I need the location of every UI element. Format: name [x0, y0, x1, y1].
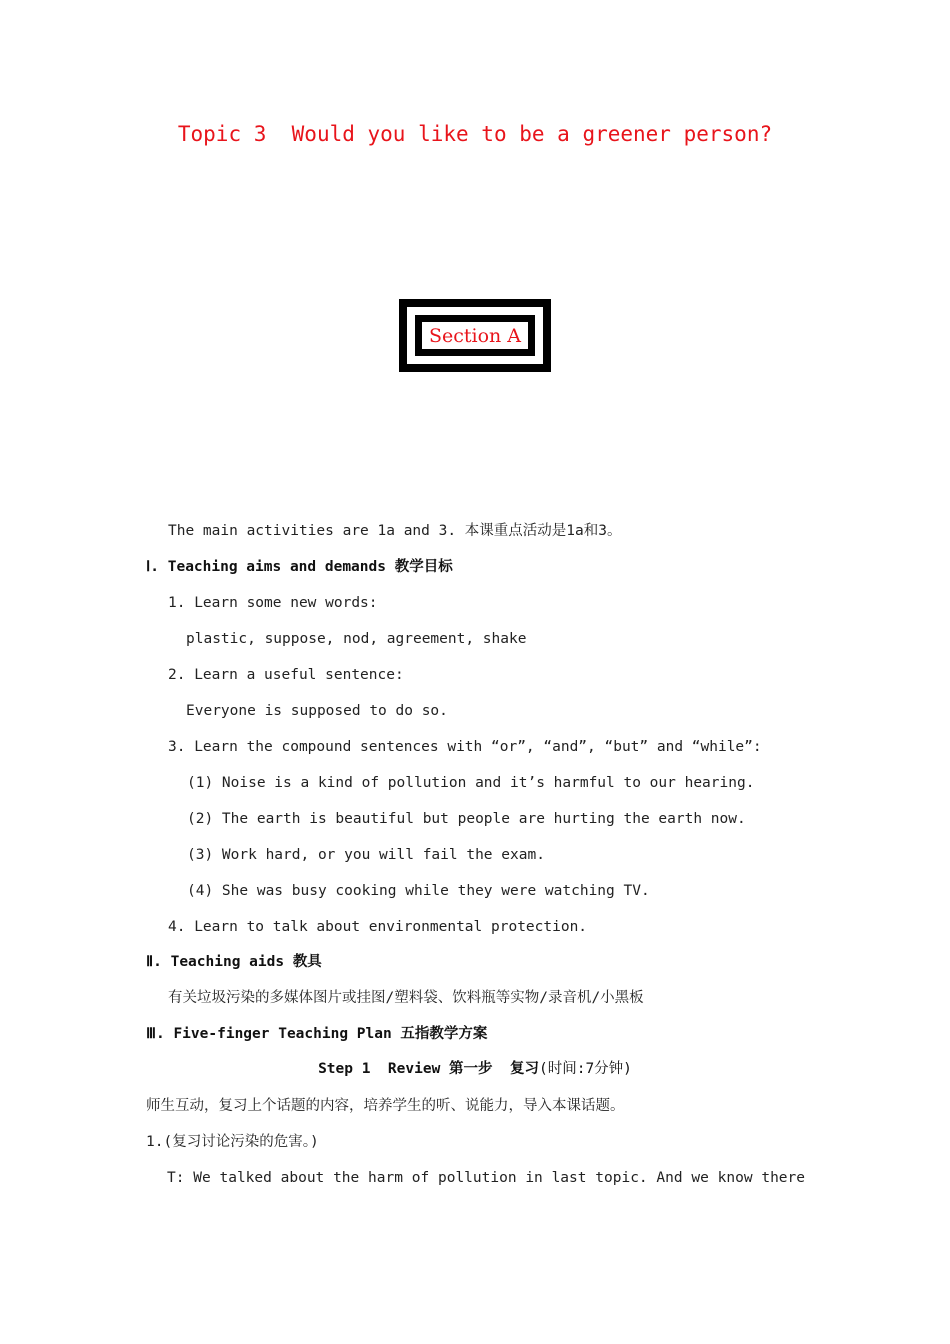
aids-heading: Ⅱ. Teaching aids 教具	[146, 954, 322, 970]
aim-item-1-words: plastic, suppose, nod, agreement, shake	[186, 631, 527, 647]
review-sub-item-1: 1.(复习讨论污染的危害。)	[146, 1134, 319, 1150]
aim-item-4: 4. Learn to talk about environmental protection.	[168, 919, 588, 935]
document-title: Topic 3 Would you like to be a greener person?	[177, 122, 773, 146]
aims-heading: Ⅰ. Teaching aims and demands 教学目标	[146, 559, 453, 575]
section-inner-frame	[415, 315, 535, 356]
aim-item-3: 3. Learn the compound sentences with “or”, “and”, “but” and “while”:	[168, 739, 762, 755]
plan-heading: Ⅲ. Five-finger Teaching Plan 五指教学方案	[146, 1026, 488, 1042]
step-description: 师生互动，复习上个话题的内容，培养学生的听、说能力，导入本课话题。	[146, 1098, 625, 1114]
aids-text: 有关垃圾污染的多媒体图片或挂图/塑料袋、饮料瓶等实物/录音机/小黑板	[168, 990, 644, 1006]
aim-item-2-sentence: Everyone is supposed to do so.	[186, 703, 448, 719]
example-sentence-3: (3) Work hard, or you will fail the exam.	[187, 847, 545, 863]
aim-item-2: 2. Learn a useful sentence:	[168, 667, 404, 683]
step-title-label: Step 1 Review 第一步 复习	[318, 1061, 539, 1077]
example-sentence-4: (4) She was busy cooking while they were watching TV.	[187, 883, 650, 899]
example-sentence-2: (2) The earth is beautiful but people are hurting the earth now.	[187, 811, 746, 827]
teacher-dialogue-line: T: We talked about the harm of pollution in last topic. And we know there	[167, 1170, 805, 1186]
example-sentence-1: (1) Noise is a kind of pollution and it’s harmful to our hearing.	[187, 775, 755, 791]
section-frame	[399, 299, 551, 372]
aim-item-1: 1. Learn some new words:	[168, 595, 378, 611]
step-title	[0, 1059, 950, 1079]
step-time: (时间:7分钟)	[538, 1061, 632, 1077]
intro-line: The main activities are 1a and 3. 本课重点活动是1a和3。	[168, 523, 622, 539]
section-label: Section A	[428, 324, 522, 347]
